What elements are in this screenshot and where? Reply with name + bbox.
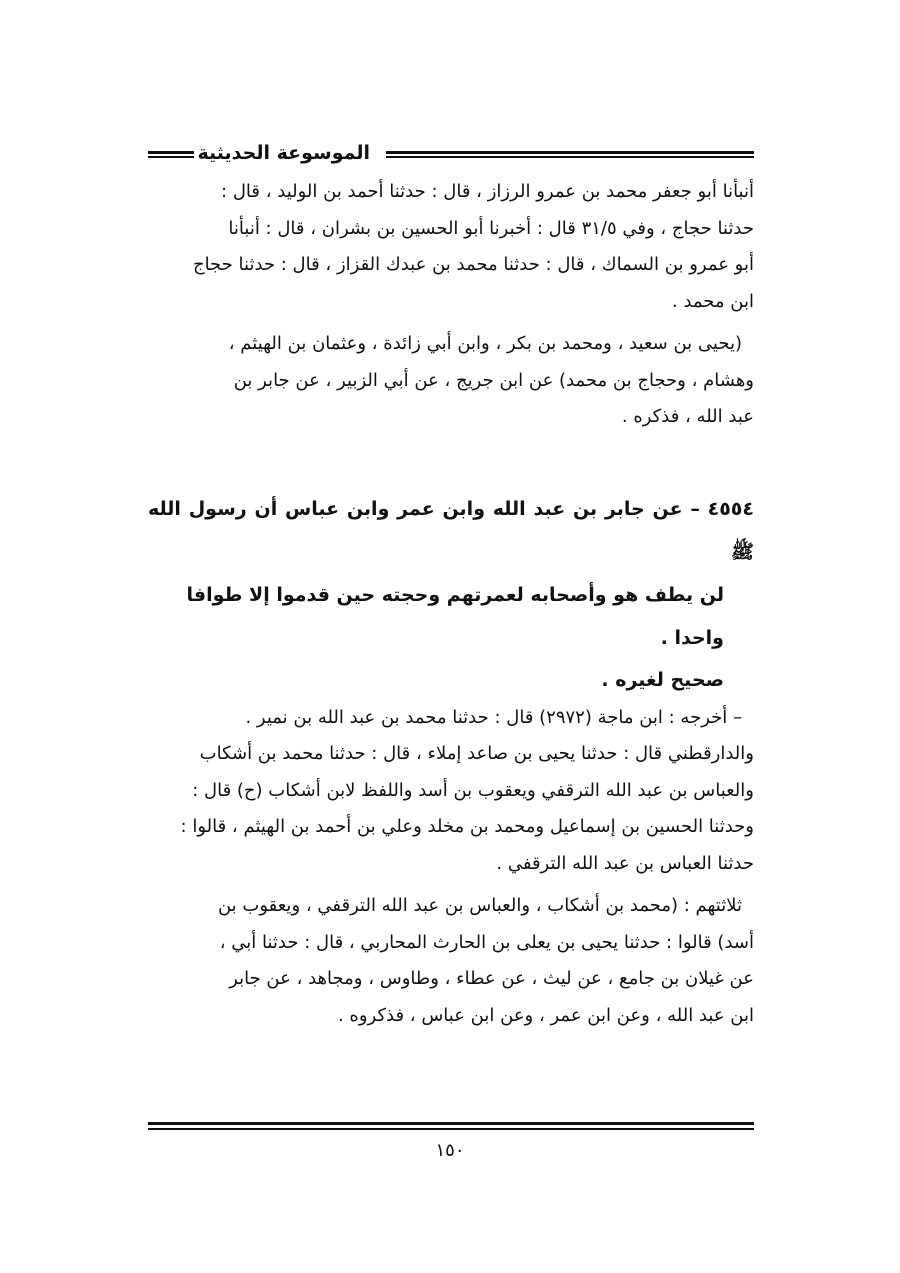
text-line: حدثنا العباس بن عبد الله الترقفي . <box>496 852 754 874</box>
hadith-grade: صحيح لغيره . <box>601 668 724 691</box>
header-rule-left <box>148 151 194 158</box>
text-line: والعباس بن عبد الله الترقفي ويعقوب بن أسد واللفظ لابن أشكاب (ح) قال : <box>192 779 754 801</box>
running-header <box>148 140 754 170</box>
header-title: الموسوعة الحديثية <box>197 142 370 164</box>
hadith-line: ٤٥٥٤ – عن جابر بن عبد الله وابن عمر وابن عباس أن رسول الله ﷺ <box>148 497 754 563</box>
page-number: ١٥٠ <box>435 1140 465 1161</box>
text-line: أنبأنا أبو جعفر محمد بن عمرو الرزاز ، قال : حدثنا أحمد بن الوليد ، قال : <box>221 181 754 202</box>
hadith-line: واحدا . <box>660 626 724 649</box>
isnad-paragraph-2 <box>148 326 754 436</box>
takhrij-paragraph-2 <box>148 888 754 1034</box>
text-line: ابن عبد الله ، وعن ابن عمر ، وعن ابن عباس ، فذكروه . <box>337 1004 754 1026</box>
text-line: وحدثنا الحسين بن إسماعيل ومحمد بن مخلد وعلي بن أحمد بن الهيثم ، قالوا : <box>180 816 754 837</box>
text-line: ثلاثتهم : (محمد بن أشكاب ، والعباس بن عبد الله الترقفي ، ويعقوب بن <box>217 895 742 916</box>
isnad-paragraph-1 <box>148 174 754 320</box>
hadith-line: لن يطف هو وأصحابه لعمرتهم وحجته حين قدموا إلا طوافا <box>186 583 724 606</box>
text-line: ابن محمد . <box>672 290 754 312</box>
text-line: حدثنا حجاج ، وفي ٣١/٥ قال : أخبرنا أبو الحسين بن بشران ، قال : أنبأنا <box>228 217 754 239</box>
text-line: – أخرجه : ابن ماجة (٢٩٧٢) قال : حدثنا محمد بن عبد الله بن نمير . <box>245 706 742 728</box>
text-line: وهشام ، وحجاج بن محمد) عن ابن جريج ، عن أبي الزبير ، عن جابر بن <box>233 369 754 391</box>
text-line: والدارقطني قال : حدثنا يحيى بن صاعد إملاء ، قال : حدثنا محمد بن أشكاب <box>199 743 754 764</box>
text-line: عن غيلان بن جامع ، عن ليث ، عن عطاء ، وطاوس ، ومجاهد ، عن جابر <box>229 968 754 989</box>
takhrij-paragraph-1 <box>148 700 754 883</box>
hadith-text <box>148 488 754 660</box>
header-rule-right <box>386 151 754 158</box>
text-line: أبو عمرو بن السماك ، قال : حدثنا محمد بن عبدك القزاز ، قال : حدثنا حجاج <box>192 254 754 275</box>
text-line: عبد الله ، فذكره . <box>621 406 754 427</box>
text-line: أسد) قالوا : حدثنا يحيى بن يعلى بن الحارث المحاربي ، قال : حدثنا أبي ، <box>219 931 754 953</box>
page-body <box>148 174 754 1034</box>
footer-rule <box>148 1122 754 1130</box>
text-line: (يحيى بن سعيد ، ومحمد بن بكر ، وابن أبي زائدة ، وعثمان بن الهيثم ، <box>228 333 742 354</box>
